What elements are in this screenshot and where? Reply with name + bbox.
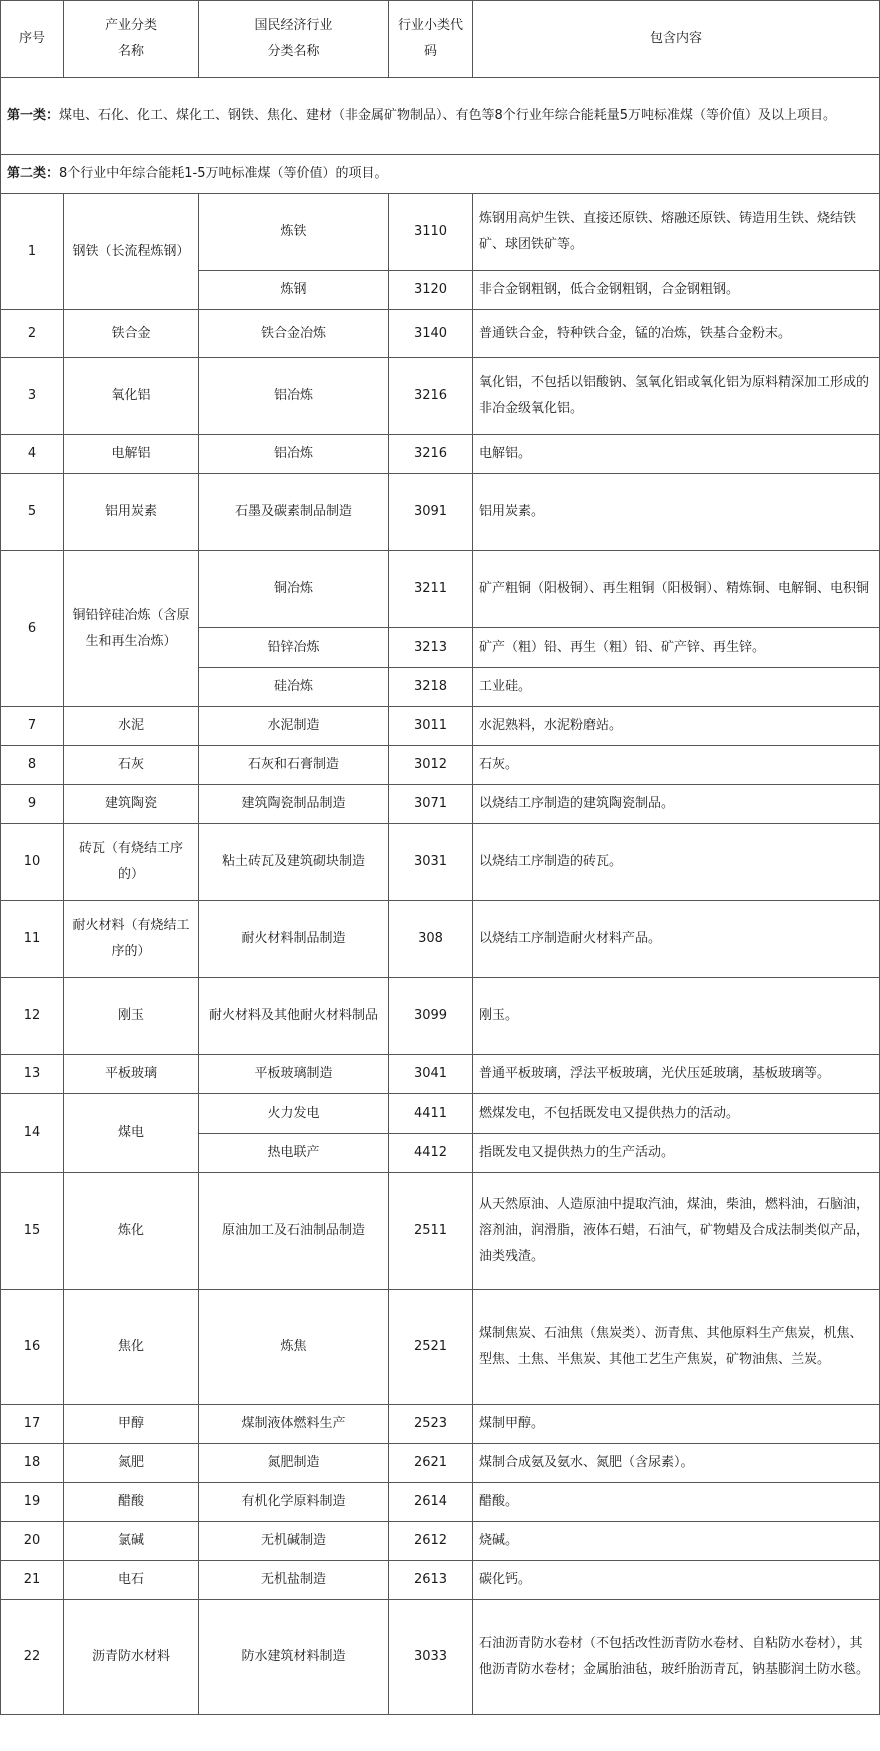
row-seq: 7: [1, 707, 64, 746]
table-row: [1, 310, 880, 358]
row-content: 煤制合成氨及氨水、氮肥（含尿素）。: [473, 1444, 880, 1483]
row-code: 3033: [389, 1600, 473, 1715]
row-category: 平板玻璃: [64, 1055, 199, 1094]
row-content: 醋酸。: [473, 1483, 880, 1522]
row-code: 2613: [389, 1561, 473, 1600]
row-content: 燃煤发电，不包括既发电又提供热力的活动。: [473, 1094, 880, 1134]
row-industry: 铁合金冶炼: [199, 310, 389, 358]
table-row: [1, 551, 880, 628]
table-row: [1, 435, 880, 474]
section-first: [1, 78, 880, 155]
row-industry: 铅锌冶炼: [199, 628, 389, 668]
row-content: 煤制甲醇。: [473, 1405, 880, 1444]
table-row: [1, 474, 880, 551]
row-content: 矿产（粗）铅、再生（粗）铅、矿产锌、再生锌。: [473, 628, 880, 668]
table-row: [1, 1522, 880, 1561]
table-row: [1, 1444, 880, 1483]
table-row: [1, 978, 880, 1055]
row-seq: 1: [1, 194, 64, 310]
row-code: 2621: [389, 1444, 473, 1483]
row-code: 3041: [389, 1055, 473, 1094]
row-industry: 硅冶炼: [199, 668, 389, 707]
table-row: [1, 1483, 880, 1522]
row-category: 铁合金: [64, 310, 199, 358]
row-category: 钢铁（长流程炼钢）: [64, 194, 199, 310]
row-industry: 炼焦: [199, 1290, 389, 1405]
row-content: 从天然原油、人造原油中提取汽油，煤油，柴油，燃料油，石脑油，溶剂油，润滑脂，液体石蜡，石油气，矿物蜡及合成法制类似产品，油类残渣。: [473, 1173, 880, 1290]
row-content: 氧化铝，不包括以铝酸钠、氢氧化铝或氧化铝为原料精深加工形成的非冶金级氧化铝。: [473, 358, 880, 435]
row-category: 氯碱: [64, 1522, 199, 1561]
row-content: 指既发电又提供热力的生产活动。: [473, 1134, 880, 1173]
row-industry: 原油加工及石油制品制造: [199, 1173, 389, 1290]
row-code: 3218: [389, 668, 473, 707]
row-industry: 炼钢: [199, 271, 389, 310]
table-row: [1, 1055, 880, 1094]
row-category: 电石: [64, 1561, 199, 1600]
row-seq: 10: [1, 824, 64, 901]
row-industry: 热电联产: [199, 1134, 389, 1173]
row-seq: 20: [1, 1522, 64, 1561]
row-seq: 16: [1, 1290, 64, 1405]
row-content: 矿产粗铜（阳极铜）、再生粗铜（阳极铜）、精炼铜、电解铜、电积铜: [473, 551, 880, 628]
row-content: 普通平板玻璃，浮法平板玻璃，光伏压延玻璃，基板玻璃等。: [473, 1055, 880, 1094]
row-industry: 炼铁: [199, 194, 389, 271]
row-code: 2521: [389, 1290, 473, 1405]
row-code: 3120: [389, 271, 473, 310]
row-content: 刚玉。: [473, 978, 880, 1055]
row-content: 普通铁合金，特种铁合金，锰的冶炼，铁基合金粉末。: [473, 310, 880, 358]
header-code: 行业小类代 码: [389, 1, 473, 78]
row-code: 3110: [389, 194, 473, 271]
row-content: 水泥熟料，水泥粉磨站。: [473, 707, 880, 746]
row-seq: 17: [1, 1405, 64, 1444]
row-category: 刚玉: [64, 978, 199, 1055]
table-row: [1, 746, 880, 785]
row-category: 铜铅锌硅冶炼（含原生和再生冶炼）: [64, 551, 199, 707]
table-row: [1, 358, 880, 435]
header-seq: 序号: [1, 1, 64, 78]
row-category: 水泥: [64, 707, 199, 746]
row-industry: 煤制液体燃料生产: [199, 1405, 389, 1444]
row-seq: 3: [1, 358, 64, 435]
row-category: 煤电: [64, 1094, 199, 1173]
row-content: 石灰。: [473, 746, 880, 785]
row-code: 3012: [389, 746, 473, 785]
row-content: 炼钢用高炉生铁、直接还原铁、熔融还原铁、铸造用生铁、烧结铁矿、球团铁矿等。: [473, 194, 880, 271]
table-row: [1, 707, 880, 746]
row-category: 焦化: [64, 1290, 199, 1405]
row-code: 2511: [389, 1173, 473, 1290]
row-category: 炼化: [64, 1173, 199, 1290]
row-content: 烧碱。: [473, 1522, 880, 1561]
row-seq: 18: [1, 1444, 64, 1483]
row-category: 耐火材料（有烧结工序的）: [64, 901, 199, 978]
row-category: 沥青防水材料: [64, 1600, 199, 1715]
row-content: 以烧结工序制造的建筑陶瓷制品。: [473, 785, 880, 824]
header-content: 包含内容: [473, 1, 880, 78]
row-seq: 6: [1, 551, 64, 707]
section-second: [1, 155, 880, 194]
row-category: 醋酸: [64, 1483, 199, 1522]
table-row: [1, 1290, 880, 1405]
row-industry: 水泥制造: [199, 707, 389, 746]
row-category: 铝用炭素: [64, 474, 199, 551]
row-seq: 2: [1, 310, 64, 358]
row-code: 2612: [389, 1522, 473, 1561]
row-category: 石灰: [64, 746, 199, 785]
table-row: [1, 1561, 880, 1600]
row-industry: 耐火材料及其他耐火材料制品: [199, 978, 389, 1055]
row-industry: 铝冶炼: [199, 435, 389, 474]
row-code: 3031: [389, 824, 473, 901]
row-code: 308: [389, 901, 473, 978]
header-industry: 国民经济行业 分类名称: [199, 1, 389, 78]
table-row: [1, 194, 880, 271]
row-industry: 防水建筑材料制造: [199, 1600, 389, 1715]
row-code: 4411: [389, 1094, 473, 1134]
row-content: 碳化钙。: [473, 1561, 880, 1600]
section-first-cell: 第一类：煤电、石化、化工、煤化工、钢铁、焦化、建材（非金属矿物制品）、有色等8个行业年综合能耗量5万吨标准煤（等价值）及以上项目。: [1, 78, 880, 155]
row-code: 3091: [389, 474, 473, 551]
row-seq: 4: [1, 435, 64, 474]
row-seq: 19: [1, 1483, 64, 1522]
row-seq: 11: [1, 901, 64, 978]
row-code: 3216: [389, 435, 473, 474]
row-code: 2614: [389, 1483, 473, 1522]
row-industry: 平板玻璃制造: [199, 1055, 389, 1094]
row-code: 3011: [389, 707, 473, 746]
row-industry: 无机碱制造: [199, 1522, 389, 1561]
row-code: 4412: [389, 1134, 473, 1173]
section-second-cell: 第二类：8个行业中年综合能耗1-5万吨标准煤（等价值）的项目。: [1, 155, 880, 194]
row-industry: 氮肥制造: [199, 1444, 389, 1483]
row-code: 2523: [389, 1405, 473, 1444]
row-seq: 12: [1, 978, 64, 1055]
row-content: 石油沥青防水卷材（不包括改性沥青防水卷材、自粘防水卷材），其他沥青防水卷材；金属胎油毡，玻纤胎沥青瓦，钠基膨润土防水毯。: [473, 1600, 880, 1715]
row-industry: 火力发电: [199, 1094, 389, 1134]
row-content: 以烧结工序制造的砖瓦。: [473, 824, 880, 901]
row-seq: 21: [1, 1561, 64, 1600]
row-category: 氧化铝: [64, 358, 199, 435]
row-code: 3071: [389, 785, 473, 824]
table-row: [1, 1405, 880, 1444]
row-content: 以烧结工序制造耐火材料产品。: [473, 901, 880, 978]
row-content: 铝用炭素。: [473, 474, 880, 551]
row-category: 氮肥: [64, 1444, 199, 1483]
row-industry: 铝冶炼: [199, 358, 389, 435]
row-seq: 8: [1, 746, 64, 785]
row-code: 3140: [389, 310, 473, 358]
table-row: [1, 901, 880, 978]
table-row: [1, 785, 880, 824]
row-industry: 有机化学原料制造: [199, 1483, 389, 1522]
row-industry: 无机盐制造: [199, 1561, 389, 1600]
row-category: 建筑陶瓷: [64, 785, 199, 824]
row-code: 3211: [389, 551, 473, 628]
row-seq: 13: [1, 1055, 64, 1094]
table-row: [1, 824, 880, 901]
table-row: [1, 1173, 880, 1290]
row-industry: 石灰和石膏制造: [199, 746, 389, 785]
row-content: 煤制焦炭、石油焦（焦炭类）、沥青焦、其他原料生产焦炭，机焦、型焦、土焦、半焦炭、其他工艺生产焦炭，矿物油焦、兰炭。: [473, 1290, 880, 1405]
table-row: [1, 1600, 880, 1715]
row-industry: 石墨及碳素制品制造: [199, 474, 389, 551]
row-industry: 铜冶炼: [199, 551, 389, 628]
row-seq: 5: [1, 474, 64, 551]
row-category: 甲醇: [64, 1405, 199, 1444]
row-content: 非合金钢粗钢，低合金钢粗钢，合金钢粗钢。: [473, 271, 880, 310]
header-category: 产业分类 名称: [64, 1, 199, 78]
header-row: [1, 1, 880, 78]
row-seq: 9: [1, 785, 64, 824]
row-category: 电解铝: [64, 435, 199, 474]
row-industry: 粘土砖瓦及建筑砌块制造: [199, 824, 389, 901]
row-content: 工业硅。: [473, 668, 880, 707]
row-category: 砖瓦（有烧结工序的）: [64, 824, 199, 901]
table-row: [1, 1094, 880, 1134]
row-seq: 15: [1, 1173, 64, 1290]
row-seq: 22: [1, 1600, 64, 1715]
row-seq: 14: [1, 1094, 64, 1173]
row-code: 3216: [389, 358, 473, 435]
row-content: 电解铝。: [473, 435, 880, 474]
row-code: 3099: [389, 978, 473, 1055]
row-code: 3213: [389, 628, 473, 668]
row-industry: 建筑陶瓷制品制造: [199, 785, 389, 824]
row-industry: 耐火材料制品制造: [199, 901, 389, 978]
